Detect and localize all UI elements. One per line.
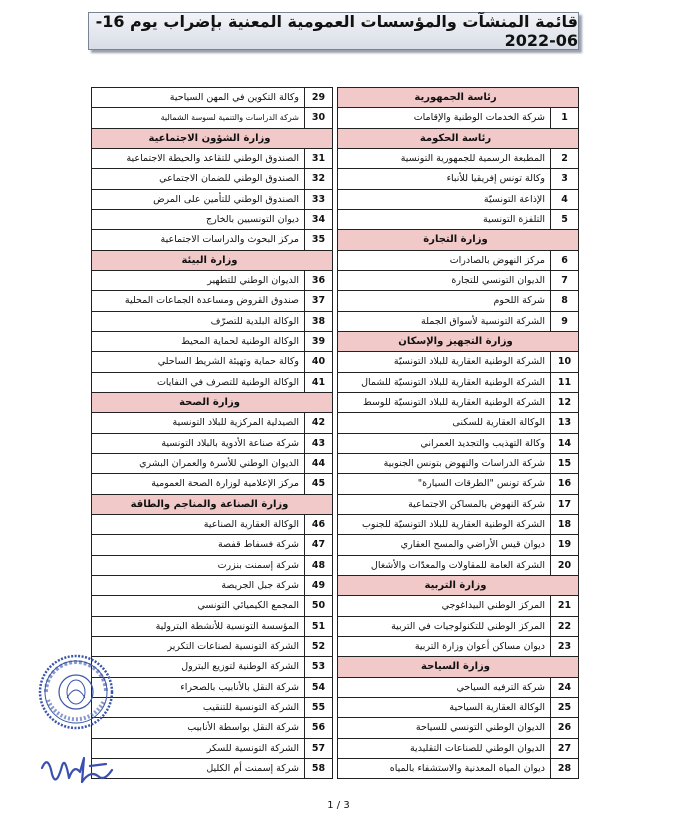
ministry-header-row bbox=[337, 332, 579, 352]
institution-name: شركة فسفاط قفصة bbox=[217, 539, 299, 551]
institution-name: ديوان المياه المعدنية والاستشفاء بالمياه bbox=[389, 762, 545, 774]
institution-row bbox=[337, 291, 579, 311]
institution-name: المطبعة الرسمية للجمهورية التونسية bbox=[400, 153, 545, 165]
ministry-header-label: وزارة الشؤون الاجتماعية bbox=[148, 132, 271, 144]
institution-number: 47 bbox=[304, 535, 332, 554]
institution-row bbox=[337, 515, 579, 535]
institution-number: 40 bbox=[304, 352, 332, 371]
institution-number: 57 bbox=[304, 739, 332, 758]
institution-row bbox=[91, 698, 333, 718]
institution-number: 58 bbox=[304, 759, 332, 778]
institution-row bbox=[337, 718, 579, 738]
institution-name: الوكالة العقارية السياحية bbox=[449, 702, 545, 713]
handwritten-signature bbox=[38, 748, 138, 797]
institution-row bbox=[91, 535, 333, 555]
institution-number: 33 bbox=[304, 190, 332, 209]
institution-number: 46 bbox=[304, 515, 332, 534]
ministry-header-label: وزارة التربية bbox=[424, 580, 487, 592]
ministry-header-label: وزارة الصحة bbox=[179, 397, 240, 409]
institution-number: 25 bbox=[550, 698, 578, 717]
institution-name: الإذاعة التونسيّة bbox=[483, 193, 545, 205]
institution-name: الشركة التونسية للتنقيب bbox=[202, 702, 299, 713]
institution-name: ديوان التونسيين بالخارج bbox=[205, 214, 299, 226]
institution-name: الوكالة العقارية الصناعية bbox=[203, 519, 299, 531]
institution-number: 23 bbox=[550, 637, 578, 656]
document-title bbox=[88, 12, 579, 50]
institution-number: 15 bbox=[550, 454, 578, 473]
institution-number: 16 bbox=[550, 474, 578, 493]
institution-name: ديوان قيس الأراضي والمسح العقاري bbox=[400, 539, 545, 551]
institution-row bbox=[91, 718, 333, 738]
institution-number: 56 bbox=[304, 718, 332, 737]
institution-row bbox=[91, 373, 333, 393]
institution-row bbox=[91, 413, 333, 433]
institution-number: 12 bbox=[550, 393, 578, 412]
institution-row bbox=[91, 637, 333, 657]
institution-number: 48 bbox=[304, 556, 332, 575]
institution-number: 32 bbox=[304, 169, 332, 188]
ministry-header-label: رئاسة الجمهورية bbox=[414, 92, 497, 104]
institution-name: وكالة تونس إفريقيا للأنباء bbox=[446, 173, 545, 185]
institution-row bbox=[91, 312, 333, 332]
institution-row bbox=[91, 678, 333, 698]
institution-number: 27 bbox=[550, 739, 578, 758]
institution-row bbox=[337, 169, 579, 189]
institution-number: 26 bbox=[550, 718, 578, 737]
institution-name: الديوان الوطني التونسي للسياحة bbox=[415, 722, 545, 734]
institution-name: شركة اللحوم bbox=[493, 295, 545, 307]
institution-row bbox=[91, 617, 333, 637]
institution-name: مركز البحوث والدراسات الاجتماعية bbox=[160, 234, 299, 246]
institution-name: المركز الوطني البيداغوجي bbox=[441, 600, 545, 612]
institution-row bbox=[337, 678, 579, 698]
institution-number: 35 bbox=[304, 230, 332, 249]
institution-row bbox=[91, 657, 333, 677]
institution-name: شركة الدراسات والنهوض بتونس الجنوبية bbox=[383, 458, 545, 470]
institution-name: الشركة الوطنية العقارية للبلاد التونسيّة للوسط bbox=[362, 397, 545, 409]
institution-row bbox=[91, 434, 333, 454]
left-column-table bbox=[91, 87, 333, 779]
institution-name: الشركة التونسية للسكر bbox=[206, 742, 299, 754]
institution-name: وكالة التكوين في المهن السياحية bbox=[169, 92, 299, 104]
institution-number: 14 bbox=[550, 434, 578, 453]
ministry-header-row bbox=[91, 129, 333, 149]
institution-name: وكالة حماية وتهيئة الشريط الساحلي bbox=[157, 356, 299, 368]
ministry-header-row bbox=[337, 657, 579, 677]
institution-row bbox=[337, 271, 579, 291]
institution-name: ديوان مساكن أعوان وزارة التربية bbox=[414, 641, 545, 653]
institution-number: 29 bbox=[304, 88, 332, 107]
institution-name: الصندوق الوطني للضمان الاجتماعي bbox=[159, 173, 299, 185]
institution-name: الصيدلية المركزية للبلاد التونسية bbox=[172, 417, 299, 429]
institution-row bbox=[91, 169, 333, 189]
ministry-header-row bbox=[337, 576, 579, 596]
institution-number: 13 bbox=[550, 413, 578, 432]
right-column-table bbox=[337, 87, 579, 779]
institution-row bbox=[91, 88, 333, 108]
institution-name: صندوق القروض ومساعدة الجماعات المحلية bbox=[124, 295, 299, 307]
institution-number: 39 bbox=[304, 332, 332, 351]
institution-row bbox=[91, 291, 333, 311]
institution-number: 8 bbox=[550, 291, 578, 310]
institution-name: المؤسسة التونسية للأنشطة البترولية bbox=[155, 620, 299, 632]
institution-number: 2 bbox=[550, 149, 578, 168]
institution-row bbox=[337, 373, 579, 393]
institution-row bbox=[337, 108, 579, 128]
institution-name: الوكالة الوطنية للتصرف في النفايات bbox=[156, 376, 299, 388]
ministry-header-label: وزارة التجهيز والإسكان bbox=[398, 336, 513, 348]
institution-name: الشركة الوطنية العقارية للبلاد التونسيّة للشمال bbox=[361, 376, 545, 388]
page-number: 1 / 3 bbox=[327, 800, 350, 811]
institution-name: الديوان الوطني للصناعات التقليدية bbox=[409, 742, 545, 754]
institution-name: شركة الخدمات الوطنية والإقامات bbox=[413, 112, 545, 124]
institution-number: 1 bbox=[550, 108, 578, 127]
institution-name: شركة جبل الجريصة bbox=[221, 580, 299, 592]
ministry-header-row bbox=[91, 393, 333, 413]
institution-row bbox=[91, 230, 333, 250]
institution-number: 50 bbox=[304, 596, 332, 615]
institution-row bbox=[337, 637, 579, 657]
institution-number: 20 bbox=[550, 556, 578, 575]
institution-row bbox=[91, 210, 333, 230]
institution-row bbox=[91, 149, 333, 169]
institution-number: 6 bbox=[550, 251, 578, 270]
institution-number: 45 bbox=[304, 474, 332, 493]
institution-name: الشركة الوطنية العقارية للبلاد التونسيّة bbox=[393, 356, 545, 368]
institution-row bbox=[91, 474, 333, 494]
institution-name: الشركة العامة للمقاولات والمعدّات والأشغال bbox=[370, 559, 545, 571]
institution-number: 53 bbox=[304, 657, 332, 676]
institution-name: مركز النهوض بالصادرات bbox=[449, 254, 545, 266]
institution-row bbox=[337, 434, 579, 454]
institution-row bbox=[337, 149, 579, 169]
institution-name: المجمع الكيميائي التونسي bbox=[197, 600, 299, 612]
institution-row bbox=[91, 271, 333, 291]
institution-row bbox=[337, 210, 579, 230]
institution-number: 42 bbox=[304, 413, 332, 432]
institution-name: شركة النقل بالأنابيب بالصحراء bbox=[180, 681, 299, 693]
ministry-header-label: وزارة التجارة bbox=[423, 234, 488, 246]
ministry-header-row bbox=[337, 88, 579, 108]
institution-number: 52 bbox=[304, 637, 332, 656]
ministry-header-row bbox=[91, 495, 333, 515]
institution-row bbox=[337, 698, 579, 718]
institution-name: الشركة الوطنية العقارية للبلاد التونسيّة للجنوب bbox=[361, 519, 545, 531]
institution-name: شركة إسمنت أم الكليل bbox=[206, 762, 299, 774]
institution-number: 43 bbox=[304, 434, 332, 453]
institution-row bbox=[337, 393, 579, 413]
institution-name: الشركة التونسية لأسواق الجملة bbox=[420, 315, 545, 327]
institution-number: 34 bbox=[304, 210, 332, 229]
ministry-header-row bbox=[337, 230, 579, 250]
ministry-header-label: وزارة السياحة bbox=[421, 661, 491, 673]
institution-number: 28 bbox=[550, 759, 578, 778]
institution-row bbox=[337, 454, 579, 474]
institution-number: 4 bbox=[550, 190, 578, 209]
institution-name: شركة النهوض بالمساكن الاجتماعية bbox=[408, 498, 545, 510]
institution-name: شركة الدراسات والتنمية لسوسة الشمالية bbox=[160, 113, 299, 123]
document-title-text: قائمة المنشآت والمؤسسات العمومية المعنية بإضراب يوم 16-06-2022 bbox=[95, 12, 578, 50]
ministry-header-row bbox=[337, 129, 579, 149]
institution-number: 51 bbox=[304, 617, 332, 636]
institution-name: الوكالة العقارية للسكنى bbox=[452, 417, 545, 429]
institution-name: الشركة التونسية لصناعات التكرير bbox=[167, 641, 299, 653]
institution-number: 24 bbox=[550, 678, 578, 697]
institution-name: الصندوق الوطني للتأمين على المرض bbox=[153, 193, 299, 205]
institution-number: 22 bbox=[550, 617, 578, 636]
institution-row bbox=[337, 739, 579, 759]
ministry-header-label: وزارة الصناعة والمناجم والطاقة bbox=[130, 498, 289, 510]
institution-row bbox=[337, 413, 579, 433]
institution-row bbox=[337, 617, 579, 637]
institution-row bbox=[91, 556, 333, 576]
institution-name: وكالة التهذيب والتجديد العمراني bbox=[420, 437, 545, 449]
institution-number: 9 bbox=[550, 312, 578, 331]
institution-row bbox=[91, 576, 333, 596]
institution-name: الديوان التونسي للتجارة bbox=[451, 275, 545, 287]
institution-name: شركة الترفيه السياحي bbox=[456, 681, 545, 693]
institution-number: 41 bbox=[304, 373, 332, 392]
institution-number: 49 bbox=[304, 576, 332, 595]
institution-number: 11 bbox=[550, 373, 578, 392]
institution-number: 17 bbox=[550, 495, 578, 514]
institution-row bbox=[337, 312, 579, 332]
institution-number: 21 bbox=[550, 596, 578, 615]
institution-number: 31 bbox=[304, 149, 332, 168]
institution-name: الوكالة الوطنية لحماية المحيط bbox=[181, 336, 299, 348]
institution-row bbox=[91, 454, 333, 474]
institution-name: شركة النقل بواسطة الأنابيب bbox=[187, 722, 299, 734]
institution-row bbox=[337, 535, 579, 555]
institution-row bbox=[91, 515, 333, 535]
institution-name: الصندوق الوطني للتقاعد والحيطة الاجتماعية bbox=[126, 153, 299, 165]
institution-name: شركة تونس "الطرقات السيارة" bbox=[417, 478, 545, 490]
institution-row bbox=[91, 596, 333, 616]
institution-number: 54 bbox=[304, 678, 332, 697]
ministry-header-label: رئاسة الحكومة bbox=[419, 132, 492, 144]
institution-name: المركز الوطني للتكنولوجيات في التربية bbox=[391, 620, 545, 632]
institution-row bbox=[337, 352, 579, 372]
union-stamp bbox=[36, 652, 116, 736]
institution-name: شركة صناعة الأدوية بالبلاد التونسية bbox=[161, 437, 299, 449]
institution-row bbox=[91, 352, 333, 372]
institution-row bbox=[91, 108, 333, 128]
institution-number: 18 bbox=[550, 515, 578, 534]
institution-row bbox=[337, 759, 579, 779]
institution-number: 7 bbox=[550, 271, 578, 290]
institution-number: 55 bbox=[304, 698, 332, 717]
institution-row bbox=[337, 190, 579, 210]
institution-name: الوكالة البلدية للتصرّف bbox=[210, 315, 299, 327]
institution-number: 38 bbox=[304, 312, 332, 331]
institution-number: 37 bbox=[304, 291, 332, 310]
institution-name: مركز الإعلامية لوزارة الصحة العمومية bbox=[151, 478, 299, 490]
institution-name: الديوان الوطني للأسرة والعمران البشري bbox=[139, 458, 299, 470]
ministry-header-row bbox=[91, 251, 333, 271]
institution-row bbox=[91, 190, 333, 210]
institution-number: 30 bbox=[304, 108, 332, 127]
institution-number: 44 bbox=[304, 454, 332, 473]
institution-number: 10 bbox=[550, 352, 578, 371]
institution-row bbox=[337, 495, 579, 515]
institution-name: شركة إسمنت بنزرت bbox=[217, 559, 299, 571]
institution-name: الديوان الوطني للتطهير bbox=[207, 275, 299, 287]
institution-name: الشركة الوطنية لتوزيع البترول bbox=[181, 661, 299, 673]
institution-number: 5 bbox=[550, 210, 578, 229]
institution-row bbox=[337, 251, 579, 271]
institution-number: 36 bbox=[304, 271, 332, 290]
institution-name: التلفزة التونسية bbox=[483, 214, 545, 226]
ministry-header-label: وزارة البيئة bbox=[181, 254, 238, 266]
institution-row bbox=[337, 596, 579, 616]
institution-row bbox=[91, 332, 333, 352]
institution-row bbox=[337, 556, 579, 576]
institution-number: 3 bbox=[550, 169, 578, 188]
institution-number: 19 bbox=[550, 535, 578, 554]
institution-row bbox=[337, 474, 579, 494]
